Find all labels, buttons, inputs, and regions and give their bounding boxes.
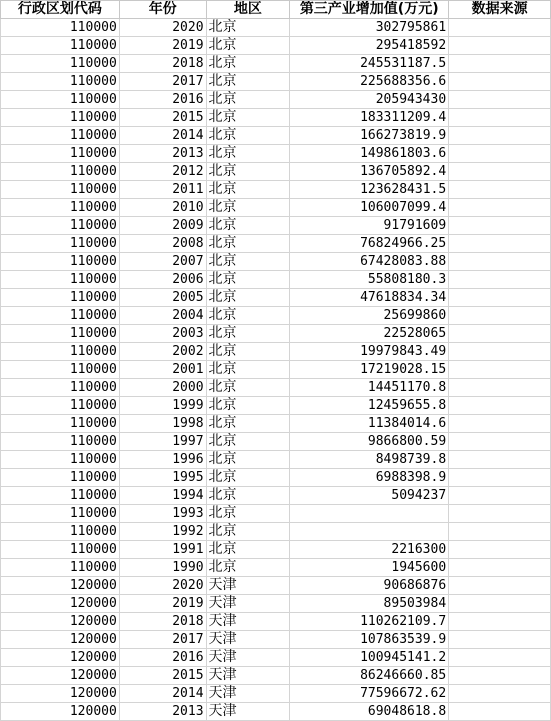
cell-year[interactable]: 2013 bbox=[119, 703, 206, 721]
table-row bbox=[1, 613, 551, 631]
cell-tertiary-value[interactable]: 245531187.5 bbox=[290, 55, 449, 73]
cell-year[interactable]: 2012 bbox=[119, 163, 206, 181]
cell-region-code[interactable]: 120000 bbox=[1, 577, 120, 595]
cell-region[interactable]: 天津 bbox=[206, 613, 290, 631]
cell-year[interactable]: 2011 bbox=[119, 181, 206, 199]
cell-year[interactable]: 2000 bbox=[119, 379, 206, 397]
cell-data-source[interactable] bbox=[449, 343, 551, 361]
cell-data-source[interactable] bbox=[449, 613, 551, 631]
cell-tertiary-value[interactable]: 55808180.3 bbox=[290, 271, 449, 289]
cell-data-source[interactable] bbox=[449, 649, 551, 667]
cell-tertiary-value[interactable]: 90686876 bbox=[290, 577, 449, 595]
cell-tertiary-value[interactable]: 110262109.7 bbox=[290, 613, 449, 631]
cell-tertiary-value[interactable]: 91791609 bbox=[290, 217, 449, 235]
cell-region-code[interactable]: 110000 bbox=[1, 91, 120, 109]
cell-year[interactable]: 1996 bbox=[119, 451, 206, 469]
cell-data-source[interactable] bbox=[449, 109, 551, 127]
cell-year[interactable]: 2007 bbox=[119, 253, 206, 271]
cell-region[interactable]: 北京 bbox=[206, 37, 290, 55]
cell-tertiary-value[interactable]: 25699860 bbox=[290, 307, 449, 325]
cell-region-code[interactable]: 110000 bbox=[1, 379, 120, 397]
cell-region-code[interactable]: 120000 bbox=[1, 613, 120, 631]
cell-data-source[interactable] bbox=[449, 253, 551, 271]
cell-region-code[interactable]: 110000 bbox=[1, 217, 120, 235]
cell-year[interactable]: 2003 bbox=[119, 325, 206, 343]
cell-year[interactable]: 1990 bbox=[119, 559, 206, 577]
cell-tertiary-value[interactable]: 5094237 bbox=[290, 487, 449, 505]
cell-data-source[interactable] bbox=[449, 145, 551, 163]
cell-tertiary-value[interactable]: 76824966.25 bbox=[290, 235, 449, 253]
cell-tertiary-value[interactable]: 12459655.8 bbox=[290, 397, 449, 415]
table-row bbox=[1, 19, 551, 37]
cell-data-source[interactable] bbox=[449, 541, 551, 559]
cell-region[interactable]: 北京 bbox=[206, 19, 290, 37]
cell-region[interactable]: 北京 bbox=[206, 271, 290, 289]
cell-region-code[interactable]: 110000 bbox=[1, 73, 120, 91]
cell-data-source[interactable] bbox=[449, 199, 551, 217]
cell-region[interactable]: 北京 bbox=[206, 361, 290, 379]
cell-data-source[interactable] bbox=[449, 163, 551, 181]
cell-year[interactable]: 2008 bbox=[119, 235, 206, 253]
cell-region-code[interactable]: 110000 bbox=[1, 541, 120, 559]
cell-region[interactable]: 北京 bbox=[206, 379, 290, 397]
table-body bbox=[1, 19, 551, 721]
cell-tertiary-value[interactable]: 295418592 bbox=[290, 37, 449, 55]
cell-tertiary-value[interactable]: 14451170.8 bbox=[290, 379, 449, 397]
cell-tertiary-value[interactable]: 205943430 bbox=[290, 91, 449, 109]
table-row bbox=[1, 577, 551, 595]
cell-region[interactable]: 北京 bbox=[206, 415, 290, 433]
cell-region[interactable]: 天津 bbox=[206, 703, 290, 721]
cell-region-code[interactable]: 120000 bbox=[1, 649, 120, 667]
cell-region[interactable]: 北京 bbox=[206, 325, 290, 343]
cell-region-code[interactable]: 110000 bbox=[1, 343, 120, 361]
cell-year[interactable]: 2019 bbox=[119, 37, 206, 55]
cell-data-source[interactable] bbox=[449, 559, 551, 577]
cell-tertiary-value[interactable] bbox=[290, 505, 449, 523]
cell-year[interactable]: 2015 bbox=[119, 667, 206, 685]
cell-year[interactable]: 2018 bbox=[119, 55, 206, 73]
cell-region-code[interactable]: 110000 bbox=[1, 325, 120, 343]
cell-tertiary-value[interactable]: 100945141.2 bbox=[290, 649, 449, 667]
cell-year[interactable]: 1997 bbox=[119, 433, 206, 451]
cell-year[interactable]: 2001 bbox=[119, 361, 206, 379]
cell-tertiary-value[interactable]: 8498739.8 bbox=[290, 451, 449, 469]
table-row bbox=[1, 397, 551, 415]
cell-year[interactable]: 2017 bbox=[119, 631, 206, 649]
header-tertiary-value[interactable]: 第三产业增加值(万元) bbox=[290, 1, 449, 19]
cell-tertiary-value[interactable]: 166273819.9 bbox=[290, 127, 449, 145]
table-row bbox=[1, 685, 551, 703]
table-row bbox=[1, 649, 551, 667]
table-row bbox=[1, 127, 551, 145]
cell-region[interactable]: 北京 bbox=[206, 307, 290, 325]
cell-region[interactable]: 北京 bbox=[206, 55, 290, 73]
cell-region[interactable]: 北京 bbox=[206, 253, 290, 271]
table-row bbox=[1, 109, 551, 127]
cell-year[interactable]: 2010 bbox=[119, 199, 206, 217]
cell-region[interactable]: 北京 bbox=[206, 181, 290, 199]
cell-data-source[interactable] bbox=[449, 217, 551, 235]
cell-region-code[interactable]: 110000 bbox=[1, 397, 120, 415]
cell-year[interactable]: 2020 bbox=[119, 19, 206, 37]
cell-tertiary-value[interactable]: 47618834.34 bbox=[290, 289, 449, 307]
cell-region-code[interactable]: 110000 bbox=[1, 199, 120, 217]
cell-data-source[interactable] bbox=[449, 127, 551, 145]
cell-data-source[interactable] bbox=[449, 37, 551, 55]
table-row bbox=[1, 361, 551, 379]
cell-tertiary-value[interactable]: 77596672.62 bbox=[290, 685, 449, 703]
cell-tertiary-value[interactable]: 106007099.4 bbox=[290, 199, 449, 217]
table-row bbox=[1, 307, 551, 325]
cell-region-code[interactable]: 110000 bbox=[1, 469, 120, 487]
table-row bbox=[1, 469, 551, 487]
table-row bbox=[1, 667, 551, 685]
cell-region[interactable]: 北京 bbox=[206, 451, 290, 469]
cell-data-source[interactable] bbox=[449, 685, 551, 703]
table-row bbox=[1, 559, 551, 577]
cell-tertiary-value[interactable]: 19979843.49 bbox=[290, 343, 449, 361]
table-row bbox=[1, 523, 551, 541]
cell-region[interactable]: 北京 bbox=[206, 163, 290, 181]
header-data-source[interactable]: 数据来源 bbox=[449, 1, 551, 19]
cell-year[interactable]: 2017 bbox=[119, 73, 206, 91]
cell-data-source[interactable] bbox=[449, 379, 551, 397]
cell-region-code[interactable]: 110000 bbox=[1, 109, 120, 127]
cell-region[interactable]: 天津 bbox=[206, 595, 290, 613]
cell-region-code[interactable]: 120000 bbox=[1, 631, 120, 649]
header-region-code[interactable]: 行政区划代码 bbox=[1, 1, 120, 19]
cell-region[interactable]: 北京 bbox=[206, 127, 290, 145]
cell-year[interactable]: 1992 bbox=[119, 523, 206, 541]
cell-region-code[interactable]: 120000 bbox=[1, 685, 120, 703]
cell-data-source[interactable] bbox=[449, 307, 551, 325]
cell-data-source[interactable] bbox=[449, 181, 551, 199]
cell-region-code[interactable]: 110000 bbox=[1, 163, 120, 181]
table-row bbox=[1, 451, 551, 469]
cell-region[interactable]: 北京 bbox=[206, 505, 290, 523]
cell-tertiary-value[interactable]: 225688356.6 bbox=[290, 73, 449, 91]
cell-region-code[interactable]: 110000 bbox=[1, 523, 120, 541]
cell-year[interactable]: 1999 bbox=[119, 397, 206, 415]
cell-year[interactable]: 2009 bbox=[119, 217, 206, 235]
cell-region-code[interactable]: 110000 bbox=[1, 253, 120, 271]
cell-data-source[interactable] bbox=[449, 451, 551, 469]
table-row bbox=[1, 199, 551, 217]
table-row bbox=[1, 289, 551, 307]
cell-tertiary-value[interactable]: 89503984 bbox=[290, 595, 449, 613]
cell-data-source[interactable] bbox=[449, 289, 551, 307]
cell-region[interactable]: 北京 bbox=[206, 559, 290, 577]
cell-tertiary-value[interactable]: 17219028.15 bbox=[290, 361, 449, 379]
cell-region-code[interactable]: 110000 bbox=[1, 181, 120, 199]
table-row bbox=[1, 379, 551, 397]
cell-region-code[interactable]: 110000 bbox=[1, 271, 120, 289]
cell-tertiary-value[interactable]: 302795861 bbox=[290, 19, 449, 37]
cell-region-code[interactable]: 110000 bbox=[1, 55, 120, 73]
cell-year[interactable]: 1994 bbox=[119, 487, 206, 505]
cell-region[interactable]: 北京 bbox=[206, 109, 290, 127]
cell-year[interactable]: 2016 bbox=[119, 649, 206, 667]
table-row bbox=[1, 235, 551, 253]
cell-data-source[interactable] bbox=[449, 523, 551, 541]
cell-region-code[interactable]: 110000 bbox=[1, 451, 120, 469]
cell-tertiary-value[interactable]: 22528065 bbox=[290, 325, 449, 343]
cell-data-source[interactable] bbox=[449, 397, 551, 415]
cell-region-code[interactable]: 110000 bbox=[1, 433, 120, 451]
cell-year[interactable]: 2002 bbox=[119, 343, 206, 361]
cell-region-code[interactable]: 110000 bbox=[1, 145, 120, 163]
cell-tertiary-value[interactable]: 149861803.6 bbox=[290, 145, 449, 163]
cell-region-code[interactable]: 120000 bbox=[1, 667, 120, 685]
cell-tertiary-value[interactable]: 183311209.4 bbox=[290, 109, 449, 127]
cell-year[interactable]: 1998 bbox=[119, 415, 206, 433]
table-row bbox=[1, 163, 551, 181]
cell-tertiary-value[interactable] bbox=[290, 523, 449, 541]
cell-tertiary-value[interactable]: 6988398.9 bbox=[290, 469, 449, 487]
cell-region-code[interactable]: 110000 bbox=[1, 289, 120, 307]
cell-region-code[interactable]: 110000 bbox=[1, 127, 120, 145]
cell-region-code[interactable]: 110000 bbox=[1, 361, 120, 379]
cell-year[interactable]: 2005 bbox=[119, 289, 206, 307]
table-row bbox=[1, 703, 551, 721]
cell-data-source[interactable] bbox=[449, 487, 551, 505]
table-row bbox=[1, 325, 551, 343]
cell-year[interactable]: 2014 bbox=[119, 127, 206, 145]
cell-data-source[interactable] bbox=[449, 577, 551, 595]
cell-tertiary-value[interactable]: 86246660.85 bbox=[290, 667, 449, 685]
header-year[interactable]: 年份 bbox=[119, 1, 206, 19]
cell-year[interactable]: 2020 bbox=[119, 577, 206, 595]
cell-year[interactable]: 2014 bbox=[119, 685, 206, 703]
cell-region-code[interactable]: 110000 bbox=[1, 415, 120, 433]
cell-year[interactable]: 2013 bbox=[119, 145, 206, 163]
table-row bbox=[1, 595, 551, 613]
table-row bbox=[1, 505, 551, 523]
cell-data-source[interactable] bbox=[449, 505, 551, 523]
cell-region[interactable]: 北京 bbox=[206, 73, 290, 91]
table-row bbox=[1, 433, 551, 451]
table-row bbox=[1, 487, 551, 505]
cell-region[interactable]: 北京 bbox=[206, 91, 290, 109]
table-row bbox=[1, 217, 551, 235]
cell-year[interactable]: 2018 bbox=[119, 613, 206, 631]
cell-region-code[interactable]: 110000 bbox=[1, 37, 120, 55]
cell-tertiary-value[interactable]: 67428083.88 bbox=[290, 253, 449, 271]
cell-region[interactable]: 天津 bbox=[206, 667, 290, 685]
cell-tertiary-value[interactable]: 2216300 bbox=[290, 541, 449, 559]
cell-region[interactable]: 天津 bbox=[206, 649, 290, 667]
cell-year[interactable]: 1995 bbox=[119, 469, 206, 487]
cell-year[interactable]: 2004 bbox=[119, 307, 206, 325]
cell-data-source[interactable] bbox=[449, 415, 551, 433]
cell-tertiary-value[interactable]: 11384014.6 bbox=[290, 415, 449, 433]
cell-data-source[interactable] bbox=[449, 469, 551, 487]
cell-region[interactable]: 天津 bbox=[206, 685, 290, 703]
cell-data-source[interactable] bbox=[449, 55, 551, 73]
cell-tertiary-value[interactable]: 136705892.4 bbox=[290, 163, 449, 181]
cell-year[interactable]: 2016 bbox=[119, 91, 206, 109]
cell-year[interactable]: 2019 bbox=[119, 595, 206, 613]
table-row bbox=[1, 343, 551, 361]
cell-data-source[interactable] bbox=[449, 667, 551, 685]
table-row bbox=[1, 181, 551, 199]
cell-region[interactable]: 北京 bbox=[206, 469, 290, 487]
cell-region-code[interactable]: 120000 bbox=[1, 595, 120, 613]
cell-region[interactable]: 北京 bbox=[206, 289, 290, 307]
cell-region[interactable]: 天津 bbox=[206, 631, 290, 649]
cell-data-source[interactable] bbox=[449, 271, 551, 289]
table-row bbox=[1, 91, 551, 109]
table-row bbox=[1, 145, 551, 163]
cell-data-source[interactable] bbox=[449, 73, 551, 91]
cell-region-code[interactable]: 110000 bbox=[1, 307, 120, 325]
cell-region-code[interactable]: 110000 bbox=[1, 235, 120, 253]
cell-region[interactable]: 北京 bbox=[206, 145, 290, 163]
cell-region[interactable]: 北京 bbox=[206, 199, 290, 217]
cell-year[interactable]: 1993 bbox=[119, 505, 206, 523]
cell-region[interactable]: 北京 bbox=[206, 433, 290, 451]
cell-region[interactable]: 天津 bbox=[206, 577, 290, 595]
cell-region-code[interactable]: 110000 bbox=[1, 505, 120, 523]
table-row bbox=[1, 37, 551, 55]
cell-data-source[interactable] bbox=[449, 91, 551, 109]
cell-region-code[interactable]: 110000 bbox=[1, 559, 120, 577]
cell-tertiary-value[interactable]: 123628431.5 bbox=[290, 181, 449, 199]
table-row bbox=[1, 253, 551, 271]
cell-region[interactable]: 北京 bbox=[206, 541, 290, 559]
cell-data-source[interactable] bbox=[449, 703, 551, 721]
table-row bbox=[1, 415, 551, 433]
cell-data-source[interactable] bbox=[449, 595, 551, 613]
table-row bbox=[1, 271, 551, 289]
cell-region[interactable]: 北京 bbox=[206, 217, 290, 235]
cell-year[interactable]: 2006 bbox=[119, 271, 206, 289]
cell-region-code[interactable]: 110000 bbox=[1, 487, 120, 505]
table-row bbox=[1, 73, 551, 91]
cell-region[interactable]: 北京 bbox=[206, 397, 290, 415]
cell-data-source[interactable] bbox=[449, 325, 551, 343]
cell-year[interactable]: 1991 bbox=[119, 541, 206, 559]
cell-data-source[interactable] bbox=[449, 433, 551, 451]
cell-region[interactable]: 北京 bbox=[206, 487, 290, 505]
cell-data-source[interactable] bbox=[449, 19, 551, 37]
cell-region-code[interactable]: 110000 bbox=[1, 19, 120, 37]
cell-tertiary-value[interactable]: 107863539.9 bbox=[290, 631, 449, 649]
cell-region[interactable]: 北京 bbox=[206, 235, 290, 253]
table-row bbox=[1, 55, 551, 73]
cell-data-source[interactable] bbox=[449, 631, 551, 649]
cell-tertiary-value[interactable]: 1945600 bbox=[290, 559, 449, 577]
header-row bbox=[1, 1, 551, 19]
cell-tertiary-value[interactable]: 9866800.59 bbox=[290, 433, 449, 451]
cell-data-source[interactable] bbox=[449, 361, 551, 379]
cell-tertiary-value[interactable]: 69048618.8 bbox=[290, 703, 449, 721]
table-row bbox=[1, 631, 551, 649]
cell-data-source[interactable] bbox=[449, 235, 551, 253]
cell-region-code[interactable]: 120000 bbox=[1, 703, 120, 721]
cell-year[interactable]: 2015 bbox=[119, 109, 206, 127]
table-row bbox=[1, 541, 551, 559]
cell-region[interactable]: 北京 bbox=[206, 343, 290, 361]
cell-region[interactable]: 北京 bbox=[206, 523, 290, 541]
header-region[interactable]: 地区 bbox=[206, 1, 290, 19]
